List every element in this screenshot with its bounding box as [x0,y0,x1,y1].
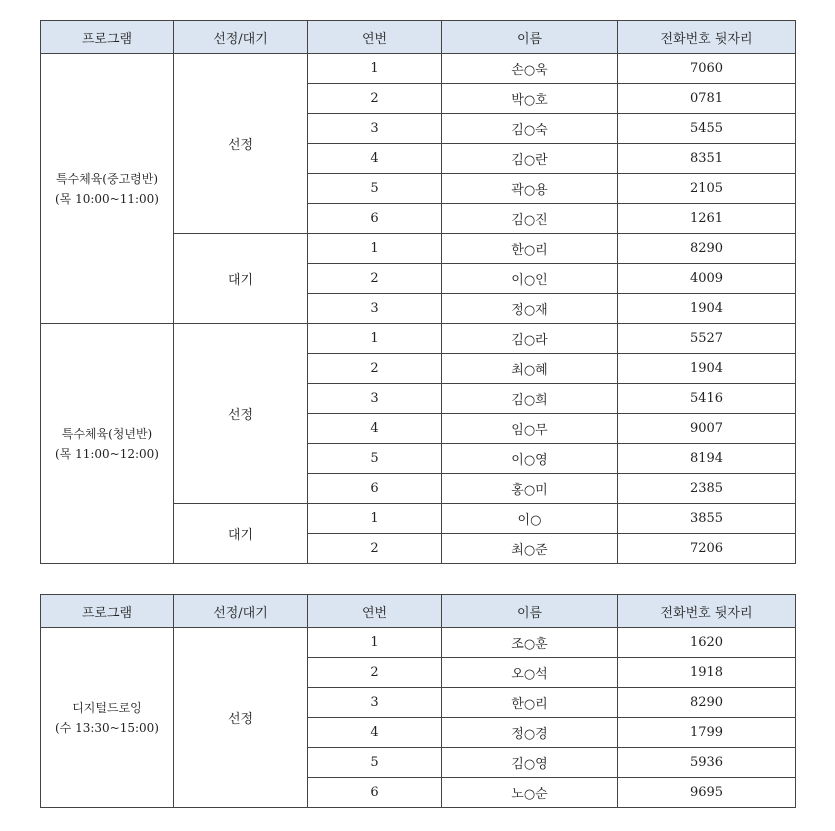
phone-suffix: 5416 [618,384,796,414]
row-number: 2 [308,658,442,688]
applicant-name: 홍○미 [442,474,618,504]
table-row [41,54,796,84]
applicant-name: 이○인 [442,264,618,294]
column-header: 연번 [308,595,442,628]
applicant-name: 정○재 [442,294,618,324]
table-row [41,324,796,354]
phone-suffix: 1904 [618,294,796,324]
row-number: 2 [308,264,442,294]
phone-suffix: 3855 [618,504,796,534]
phone-suffix: 2105 [618,174,796,204]
applicant-name: 김○희 [442,384,618,414]
row-number: 6 [308,778,442,808]
status-cell: 선정 [174,54,308,234]
row-number: 5 [308,748,442,778]
applicant-name: 손○욱 [442,54,618,84]
row-number: 5 [308,444,442,474]
applicant-name: 정○경 [442,718,618,748]
program-name: 특수체육(청년반) [61,426,153,441]
row-number: 3 [308,688,442,718]
phone-suffix: 1799 [618,718,796,748]
phone-suffix: 0781 [618,84,796,114]
applicant-name: 김○영 [442,748,618,778]
applicant-name: 김○진 [442,204,618,234]
table-row [41,628,796,658]
row-number: 3 [308,294,442,324]
row-number: 2 [308,354,442,384]
applicant-name: 이○영 [442,444,618,474]
row-number: 1 [308,54,442,84]
status-cell: 대기 [174,234,308,324]
selection-table-2 [40,594,796,808]
applicant-name: 노○순 [442,778,618,808]
phone-suffix: 1904 [618,354,796,384]
applicant-name: 임○무 [442,414,618,444]
column-header: 프로그램 [41,595,174,628]
applicant-name: 조○훈 [442,628,618,658]
program-cell [41,324,174,564]
phone-suffix: 8351 [618,144,796,174]
program-name: 디지털드로잉 [72,700,142,715]
column-header: 선정/대기 [174,595,308,628]
row-number: 2 [308,84,442,114]
column-header: 연번 [308,21,442,54]
row-number: 1 [308,234,442,264]
header-row [41,21,796,54]
phone-suffix: 8290 [618,234,796,264]
phone-suffix: 4009 [618,264,796,294]
row-number: 6 [308,474,442,504]
row-number: 2 [308,534,442,564]
phone-suffix: 1261 [618,204,796,234]
phone-suffix: 2385 [618,474,796,504]
phone-suffix: 5455 [618,114,796,144]
phone-suffix: 8194 [618,444,796,474]
program-schedule: (수 13:30~15:00) [55,720,159,735]
row-number: 4 [308,718,442,748]
applicant-name: 오○석 [442,658,618,688]
phone-suffix: 1918 [618,658,796,688]
phone-suffix: 7206 [618,534,796,564]
row-number: 3 [308,114,442,144]
applicant-name: 곽○용 [442,174,618,204]
applicant-name: 김○라 [442,324,618,354]
program-schedule: (목 10:00~11:00) [55,191,159,206]
column-header: 이름 [442,595,618,628]
phone-suffix: 8290 [618,688,796,718]
row-number: 1 [308,628,442,658]
selection-table-1 [40,20,796,564]
status-cell: 선정 [174,628,308,808]
phone-suffix: 5527 [618,324,796,354]
phone-suffix: 5936 [618,748,796,778]
header-row [41,595,796,628]
program-schedule: (목 11:00~12:00) [55,446,159,461]
applicant-name: 박○호 [442,84,618,114]
phone-suffix: 1620 [618,628,796,658]
applicant-name: 김○란 [442,144,618,174]
program-cell [41,54,174,324]
program-cell [41,628,174,808]
status-cell: 대기 [174,504,308,564]
column-header: 전화번호 뒷자리 [618,21,796,54]
applicant-name: 한○리 [442,234,618,264]
column-header: 전화번호 뒷자리 [618,595,796,628]
status-cell: 선정 [174,324,308,504]
program-name: 특수체육(중고령반) [55,171,159,186]
row-number: 4 [308,144,442,174]
row-number: 1 [308,504,442,534]
phone-suffix: 9007 [618,414,796,444]
applicant-name: 김○숙 [442,114,618,144]
column-header: 프로그램 [41,21,174,54]
phone-suffix: 9695 [618,778,796,808]
applicant-name: 최○혜 [442,354,618,384]
row-number: 1 [308,324,442,354]
row-number: 4 [308,414,442,444]
applicant-name: 한○리 [442,688,618,718]
phone-suffix: 7060 [618,54,796,84]
row-number: 6 [308,204,442,234]
column-header: 이름 [442,21,618,54]
applicant-name: 이○ [442,504,618,534]
row-number: 5 [308,174,442,204]
column-header: 선정/대기 [174,21,308,54]
row-number: 3 [308,384,442,414]
applicant-name: 최○준 [442,534,618,564]
